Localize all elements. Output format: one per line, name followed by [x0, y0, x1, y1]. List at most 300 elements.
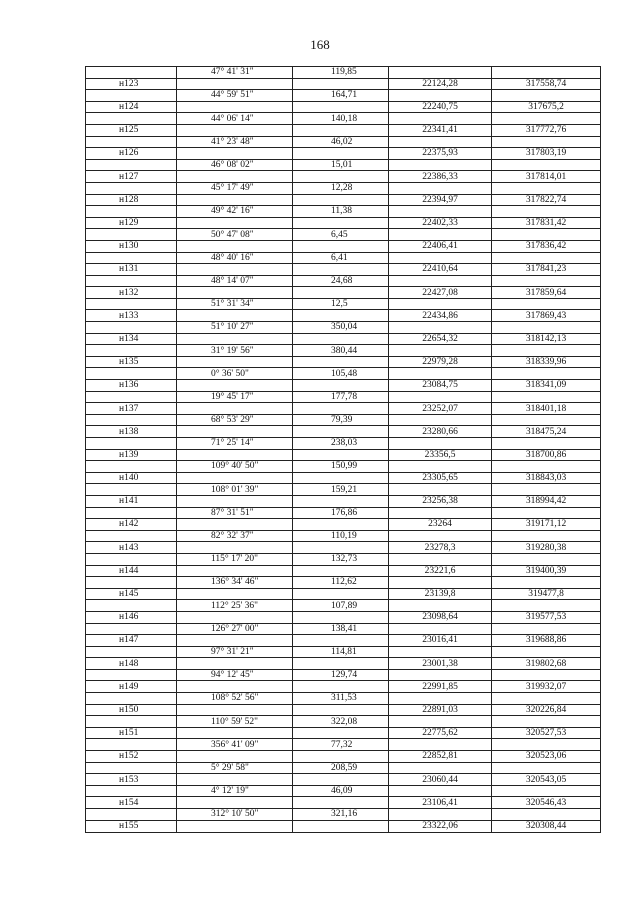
empty-cell — [177, 519, 293, 531]
y-coordinate: 317675,2 — [492, 101, 601, 113]
point-name: н128 — [86, 194, 177, 206]
empty-cell — [86, 345, 177, 357]
point-row — [86, 495, 601, 507]
y-coordinate: 317803,19 — [492, 148, 601, 160]
y-coordinate: 319171,12 — [492, 519, 601, 531]
empty-cell — [86, 136, 177, 148]
point-row — [86, 542, 601, 554]
point-row — [86, 287, 601, 299]
empty-cell — [389, 762, 492, 774]
empty-cell — [86, 322, 177, 334]
y-coordinate: 318700,86 — [492, 449, 601, 461]
empty-cell — [389, 275, 492, 287]
empty-cell — [177, 727, 293, 739]
point-name: н154 — [86, 797, 177, 809]
point-name: н135 — [86, 356, 177, 368]
point-row — [86, 727, 601, 739]
x-coordinate: 23060,44 — [389, 774, 492, 786]
empty-cell — [293, 704, 389, 716]
empty-cell — [389, 530, 492, 542]
empty-cell — [389, 252, 492, 264]
empty-cell — [86, 229, 177, 241]
y-coordinate: 319400,39 — [492, 565, 601, 577]
y-coordinate: 319932,07 — [492, 681, 601, 693]
segment-row — [86, 113, 601, 125]
segment-length: 110,19 — [293, 530, 389, 542]
empty-cell — [492, 90, 601, 102]
segment-length: 107,89 — [293, 600, 389, 612]
empty-cell — [177, 681, 293, 693]
empty-cell — [492, 113, 601, 125]
empty-cell — [492, 345, 601, 357]
empty-cell — [293, 148, 389, 160]
point-name: н153 — [86, 774, 177, 786]
y-coordinate: 318142,13 — [492, 333, 601, 345]
point-name: н145 — [86, 588, 177, 600]
point-name: н136 — [86, 380, 177, 392]
segment-length: 24,68 — [293, 275, 389, 287]
empty-cell — [492, 159, 601, 171]
empty-cell — [86, 669, 177, 681]
empty-cell — [492, 762, 601, 774]
direction-angle: 108° 52' 56" — [177, 693, 293, 705]
empty-cell — [86, 113, 177, 125]
point-name: н155 — [86, 820, 177, 832]
segment-row — [86, 785, 601, 797]
empty-cell — [293, 356, 389, 368]
empty-cell — [492, 600, 601, 612]
empty-cell — [293, 751, 389, 763]
empty-cell — [492, 646, 601, 658]
segment-row — [86, 693, 601, 705]
empty-cell — [86, 809, 177, 821]
point-row — [86, 78, 601, 90]
point-row — [86, 774, 601, 786]
direction-angle: 71° 25' 14" — [177, 438, 293, 450]
empty-cell — [293, 264, 389, 276]
y-coordinate: 320543,05 — [492, 774, 601, 786]
direction-angle: 4° 12' 19" — [177, 785, 293, 797]
empty-cell — [177, 148, 293, 160]
direction-angle: 51° 10' 27" — [177, 322, 293, 334]
y-coordinate: 317814,01 — [492, 171, 601, 183]
empty-cell — [389, 507, 492, 519]
empty-cell — [293, 797, 389, 809]
empty-cell — [177, 426, 293, 438]
empty-cell — [177, 495, 293, 507]
empty-cell — [492, 739, 601, 751]
direction-angle: 51° 31' 34" — [177, 298, 293, 310]
x-coordinate: 23252,07 — [389, 403, 492, 415]
segment-length: 12,28 — [293, 182, 389, 194]
segment-length: 350,04 — [293, 322, 389, 334]
segment-row — [86, 646, 601, 658]
point-name: н147 — [86, 635, 177, 647]
y-coordinate: 317831,42 — [492, 217, 601, 229]
empty-cell — [389, 391, 492, 403]
point-row — [86, 148, 601, 160]
y-coordinate: 320523,06 — [492, 751, 601, 763]
x-coordinate: 23256,38 — [389, 495, 492, 507]
empty-cell — [177, 124, 293, 136]
x-coordinate: 22891,03 — [389, 704, 492, 716]
direction-angle: 44° 06' 14" — [177, 113, 293, 125]
segment-length: 321,16 — [293, 809, 389, 821]
segment-length: 15,01 — [293, 159, 389, 171]
point-name: н148 — [86, 658, 177, 670]
empty-cell — [389, 113, 492, 125]
y-coordinate: 320546,43 — [492, 797, 601, 809]
y-coordinate: 318475,24 — [492, 426, 601, 438]
x-coordinate: 22240,75 — [389, 101, 492, 113]
direction-angle: 82° 32' 37" — [177, 530, 293, 542]
empty-cell — [492, 716, 601, 728]
x-coordinate: 23322,06 — [389, 820, 492, 832]
direction-angle: 115° 17' 20" — [177, 553, 293, 565]
segment-length: 46,02 — [293, 136, 389, 148]
empty-cell — [389, 229, 492, 241]
segment-row — [86, 669, 601, 681]
point-name: н143 — [86, 542, 177, 554]
point-row — [86, 751, 601, 763]
empty-cell — [389, 553, 492, 565]
empty-cell — [293, 658, 389, 670]
y-coordinate: 317836,42 — [492, 240, 601, 252]
empty-cell — [492, 368, 601, 380]
segment-length: 12,5 — [293, 298, 389, 310]
segment-length: 6,45 — [293, 229, 389, 241]
direction-angle: 48° 40' 16" — [177, 252, 293, 264]
segment-row — [86, 716, 601, 728]
empty-cell — [389, 322, 492, 334]
point-name: н146 — [86, 611, 177, 623]
segment-row — [86, 252, 601, 264]
point-row — [86, 797, 601, 809]
empty-cell — [492, 414, 601, 426]
empty-cell — [86, 484, 177, 496]
direction-angle: 0° 36' 50" — [177, 368, 293, 380]
empty-cell — [86, 739, 177, 751]
empty-cell — [177, 588, 293, 600]
point-row — [86, 449, 601, 461]
x-coordinate: 22341,41 — [389, 124, 492, 136]
empty-cell — [293, 495, 389, 507]
point-name: н141 — [86, 495, 177, 507]
empty-cell — [293, 171, 389, 183]
empty-cell — [86, 67, 177, 79]
y-coordinate: 319477,8 — [492, 588, 601, 600]
empty-cell — [389, 484, 492, 496]
empty-cell — [293, 449, 389, 461]
x-coordinate: 22394,97 — [389, 194, 492, 206]
point-row — [86, 820, 601, 832]
point-name: н133 — [86, 310, 177, 322]
segment-row — [86, 438, 601, 450]
y-coordinate: 318843,03 — [492, 472, 601, 484]
point-name: н137 — [86, 403, 177, 415]
empty-cell — [389, 206, 492, 218]
empty-cell — [177, 333, 293, 345]
empty-cell — [492, 136, 601, 148]
empty-cell — [177, 356, 293, 368]
y-coordinate: 317822,74 — [492, 194, 601, 206]
direction-angle: 48° 14' 07" — [177, 275, 293, 287]
coordinates-table — [85, 66, 601, 833]
segment-length: 112,62 — [293, 577, 389, 589]
point-row — [86, 101, 601, 113]
empty-cell — [293, 78, 389, 90]
empty-cell — [389, 809, 492, 821]
empty-cell — [86, 785, 177, 797]
empty-cell — [177, 101, 293, 113]
empty-cell — [492, 67, 601, 79]
x-coordinate: 23016,41 — [389, 635, 492, 647]
y-coordinate: 317841,23 — [492, 264, 601, 276]
empty-cell — [86, 716, 177, 728]
segment-length: 119,85 — [293, 67, 389, 79]
x-coordinate: 23221,6 — [389, 565, 492, 577]
empty-cell — [293, 124, 389, 136]
empty-cell — [86, 298, 177, 310]
segment-length: 140,18 — [293, 113, 389, 125]
empty-cell — [389, 785, 492, 797]
y-coordinate: 317558,74 — [492, 78, 601, 90]
direction-angle: 312° 10' 50" — [177, 809, 293, 821]
point-row — [86, 611, 601, 623]
direction-angle: 97° 31' 21" — [177, 646, 293, 658]
empty-cell — [86, 391, 177, 403]
empty-cell — [177, 403, 293, 415]
segment-row — [86, 182, 601, 194]
point-name: н124 — [86, 101, 177, 113]
segment-row — [86, 159, 601, 171]
empty-cell — [86, 159, 177, 171]
x-coordinate: 22124,28 — [389, 78, 492, 90]
empty-cell — [177, 380, 293, 392]
direction-angle: 5° 29' 58" — [177, 762, 293, 774]
empty-cell — [293, 611, 389, 623]
empty-cell — [86, 252, 177, 264]
empty-cell — [86, 275, 177, 287]
y-coordinate: 318994,42 — [492, 495, 601, 507]
segment-row — [86, 391, 601, 403]
empty-cell — [293, 774, 389, 786]
segment-row — [86, 762, 601, 774]
empty-cell — [389, 438, 492, 450]
segment-row — [86, 229, 601, 241]
segment-row — [86, 553, 601, 565]
x-coordinate: 23084,75 — [389, 380, 492, 392]
segment-row — [86, 275, 601, 287]
direction-angle: 356° 41' 09" — [177, 739, 293, 751]
empty-cell — [492, 623, 601, 635]
empty-cell — [177, 565, 293, 577]
point-name: н149 — [86, 681, 177, 693]
empty-cell — [293, 635, 389, 647]
point-row — [86, 310, 601, 322]
segment-length: 150,99 — [293, 461, 389, 473]
segment-length: 159,21 — [293, 484, 389, 496]
point-row — [86, 658, 601, 670]
segment-row — [86, 298, 601, 310]
empty-cell — [389, 67, 492, 79]
empty-cell — [86, 507, 177, 519]
empty-cell — [389, 182, 492, 194]
x-coordinate: 22852,81 — [389, 751, 492, 763]
x-coordinate: 22979,28 — [389, 356, 492, 368]
segment-length: 177,78 — [293, 391, 389, 403]
empty-cell — [177, 820, 293, 832]
y-coordinate: 317772,76 — [492, 124, 601, 136]
y-coordinate: 318401,18 — [492, 403, 601, 415]
y-coordinate: 318341,09 — [492, 380, 601, 392]
segment-length: 129,74 — [293, 669, 389, 681]
point-row — [86, 124, 601, 136]
empty-cell — [86, 553, 177, 565]
empty-cell — [86, 182, 177, 194]
empty-cell — [492, 182, 601, 194]
direction-angle: 45° 17' 49" — [177, 182, 293, 194]
empty-cell — [389, 345, 492, 357]
empty-cell — [389, 669, 492, 681]
point-name: н150 — [86, 704, 177, 716]
point-row — [86, 403, 601, 415]
empty-cell — [492, 809, 601, 821]
empty-cell — [293, 194, 389, 206]
empty-cell — [177, 264, 293, 276]
empty-cell — [86, 414, 177, 426]
empty-cell — [293, 519, 389, 531]
direction-angle: 94° 12' 45" — [177, 669, 293, 681]
segment-length: 77,32 — [293, 739, 389, 751]
point-row — [86, 194, 601, 206]
empty-cell — [389, 461, 492, 473]
page-number: 168 — [310, 37, 330, 52]
empty-cell — [86, 623, 177, 635]
y-coordinate: 319577,53 — [492, 611, 601, 623]
empty-cell — [492, 507, 601, 519]
empty-cell — [492, 438, 601, 450]
empty-cell — [177, 797, 293, 809]
x-coordinate: 22654,32 — [389, 333, 492, 345]
empty-cell — [293, 588, 389, 600]
direction-angle: 109° 40' 50" — [177, 461, 293, 473]
empty-cell — [492, 298, 601, 310]
empty-cell — [177, 194, 293, 206]
point-row — [86, 333, 601, 345]
segment-row — [86, 530, 601, 542]
empty-cell — [389, 414, 492, 426]
point-name: н138 — [86, 426, 177, 438]
empty-cell — [293, 380, 389, 392]
empty-cell — [492, 553, 601, 565]
x-coordinate: 23098,64 — [389, 611, 492, 623]
empty-cell — [492, 275, 601, 287]
x-coordinate: 22991,85 — [389, 681, 492, 693]
empty-cell — [492, 669, 601, 681]
point-name: н142 — [86, 519, 177, 531]
point-name: н140 — [86, 472, 177, 484]
empty-cell — [293, 101, 389, 113]
empty-cell — [492, 693, 601, 705]
segment-row — [86, 206, 601, 218]
direction-angle: 108° 01' 39" — [177, 484, 293, 496]
coordinates-table-body — [86, 67, 601, 833]
x-coordinate: 23139,8 — [389, 588, 492, 600]
x-coordinate: 22402,33 — [389, 217, 492, 229]
empty-cell — [86, 577, 177, 589]
empty-cell — [389, 577, 492, 589]
direction-angle: 47° 41' 31" — [177, 67, 293, 79]
direction-angle: 136° 34' 46" — [177, 577, 293, 589]
point-name: н151 — [86, 727, 177, 739]
point-row — [86, 356, 601, 368]
empty-cell — [293, 472, 389, 484]
point-row — [86, 635, 601, 647]
point-row — [86, 264, 601, 276]
empty-cell — [177, 287, 293, 299]
point-row — [86, 240, 601, 252]
empty-cell — [293, 333, 389, 345]
segment-length: 238,03 — [293, 438, 389, 450]
x-coordinate: 22410,64 — [389, 264, 492, 276]
empty-cell — [389, 136, 492, 148]
direction-angle: 31° 19' 56" — [177, 345, 293, 357]
segment-row — [86, 577, 601, 589]
y-coordinate: 320527,53 — [492, 727, 601, 739]
empty-cell — [389, 739, 492, 751]
empty-cell — [86, 368, 177, 380]
direction-angle: 50° 47' 08" — [177, 229, 293, 241]
empty-cell — [293, 565, 389, 577]
empty-cell — [492, 322, 601, 334]
empty-cell — [86, 530, 177, 542]
empty-cell — [86, 206, 177, 218]
empty-cell — [177, 310, 293, 322]
segment-length: 114,81 — [293, 646, 389, 658]
segment-row — [86, 507, 601, 519]
empty-cell — [389, 368, 492, 380]
empty-cell — [492, 461, 601, 473]
empty-cell — [177, 171, 293, 183]
segment-length: 380,44 — [293, 345, 389, 357]
y-coordinate: 319688,86 — [492, 635, 601, 647]
direction-angle: 46° 08' 02" — [177, 159, 293, 171]
y-coordinate: 317859,64 — [492, 287, 601, 299]
segment-row — [86, 461, 601, 473]
direction-angle: 110° 59' 52" — [177, 716, 293, 728]
empty-cell — [389, 716, 492, 728]
empty-cell — [492, 206, 601, 218]
segment-row — [86, 345, 601, 357]
empty-cell — [293, 240, 389, 252]
segment-length: 11,38 — [293, 206, 389, 218]
direction-angle: 49° 42' 16" — [177, 206, 293, 218]
empty-cell — [293, 403, 389, 415]
empty-cell — [177, 78, 293, 90]
empty-cell — [177, 658, 293, 670]
x-coordinate: 22406,41 — [389, 240, 492, 252]
point-row — [86, 519, 601, 531]
segment-row — [86, 623, 601, 635]
point-name: н123 — [86, 78, 177, 90]
segment-row — [86, 368, 601, 380]
segment-row — [86, 136, 601, 148]
segment-row — [86, 67, 601, 79]
empty-cell — [389, 646, 492, 658]
empty-cell — [389, 693, 492, 705]
empty-cell — [177, 704, 293, 716]
